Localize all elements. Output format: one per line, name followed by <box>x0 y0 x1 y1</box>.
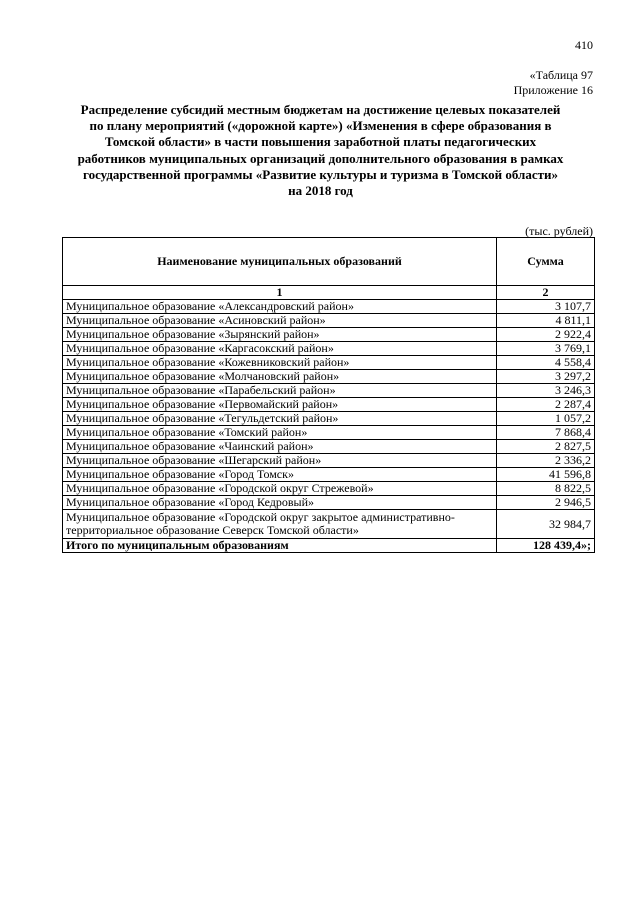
subsidy-amount: 41 596,8 <box>497 468 595 482</box>
municipality-name: Муниципальное образование «Город Томск» <box>63 468 497 482</box>
table-row <box>63 510 595 539</box>
table-row <box>63 300 595 314</box>
municipality-name: Муниципальное образование «Городской округ Стрежевой» <box>63 482 497 496</box>
subsidy-amount: 2 922,4 <box>497 328 595 342</box>
municipality-name: Муниципальное образование «Тегульдетский район» <box>63 412 497 426</box>
appendix-ref-line: Приложение 16 <box>513 83 593 97</box>
table-row <box>63 412 595 426</box>
subsidy-amount: 4 811,1 <box>497 314 595 328</box>
municipality-name: Муниципальное образование «Зырянский район» <box>63 328 497 342</box>
table-row <box>63 496 595 510</box>
subsidy-amount: 3 107,7 <box>497 300 595 314</box>
table-row <box>63 468 595 482</box>
subsidy-amount: 1 057,2 <box>497 412 595 426</box>
municipality-name: Муниципальное образование «Асиновский район» <box>63 314 497 328</box>
subsidy-amount: 2 336,2 <box>497 454 595 468</box>
municipality-name: Муниципальное образование «Молчановский район» <box>63 370 497 384</box>
subsidy-amount: 2 287,4 <box>497 398 595 412</box>
title-line: Распределение субсидий местным бюджетам на достижение целевых показателей <box>80 102 561 117</box>
municipality-name: Муниципальное образование «Томский район» <box>63 426 497 440</box>
units-label: (тыс. рублей) <box>525 224 593 238</box>
title-line: на 2018 год <box>288 183 353 199</box>
subsidy-amount: 2 827,5 <box>497 440 595 454</box>
title-line: работников муниципальных организаций дополнительного образования в рамках <box>77 150 564 166</box>
total-sum: 128 439,4»; <box>497 539 595 553</box>
table-row <box>63 482 595 496</box>
subsidy-amount: 3 246,3 <box>497 384 595 398</box>
municipality-name: Муниципальное образование «Кожевниковский район» <box>63 356 497 370</box>
header-name: Наименование муниципальных образований <box>63 238 497 286</box>
subsidy-amount: 2 946,5 <box>497 496 595 510</box>
table-row <box>63 426 595 440</box>
subsidy-amount: 32 984,7 <box>497 510 595 539</box>
table-row <box>63 328 595 342</box>
municipality-name: Муниципальное образование «Александровский район» <box>63 300 497 314</box>
municipality-name: Муниципальное образование «Парабельский район» <box>63 384 497 398</box>
table-row <box>63 384 595 398</box>
table-body <box>63 300 595 539</box>
municipality-name: Муниципальное образование «Городской округ закрытое административно-территориальное образование Северск Томской области» <box>63 510 497 539</box>
subsidy-amount: 4 558,4 <box>497 356 595 370</box>
table-row <box>63 398 595 412</box>
title-line: Томской области» в части повышения заработной платы педагогических <box>104 134 537 150</box>
page-number: 410 <box>575 38 593 52</box>
document-title <box>48 102 593 199</box>
total-label: Итого по муниципальным образованиям <box>63 539 497 553</box>
municipality-name: Муниципальное образование «Первомайский район» <box>63 398 497 412</box>
subsidy-table <box>62 237 595 553</box>
total-row <box>63 539 595 553</box>
municipality-name: Муниципальное образование «Каргасокский район» <box>63 342 497 356</box>
subsidy-amount: 3 769,1 <box>497 342 595 356</box>
municipality-name: Муниципальное образование «Город Кедровый» <box>63 496 497 510</box>
subsidy-amount: 8 822,5 <box>497 482 595 496</box>
column-number: 2 <box>497 286 595 300</box>
table-reference <box>514 68 593 98</box>
table-row <box>63 454 595 468</box>
municipality-name: Муниципальное образование «Шегарский район» <box>63 454 497 468</box>
title-line: государственной программы «Развитие культуры и туризма в Томской области» <box>82 166 558 182</box>
table-row <box>63 342 595 356</box>
header-sum: Сумма <box>497 238 595 286</box>
table-row <box>63 370 595 384</box>
table-row <box>63 314 595 328</box>
subsidy-amount: 7 868,4 <box>497 426 595 440</box>
column-number: 1 <box>63 286 497 300</box>
table-row <box>63 440 595 454</box>
municipality-name: Муниципальное образование «Чаинский район» <box>63 440 497 454</box>
table-ref-line: «Таблица 97 <box>529 68 593 82</box>
table-row <box>63 356 595 370</box>
subsidy-amount: 3 297,2 <box>497 370 595 384</box>
title-line: по плану мероприятий («дорожной карте») «Изменения в сфере образования в <box>89 118 552 134</box>
